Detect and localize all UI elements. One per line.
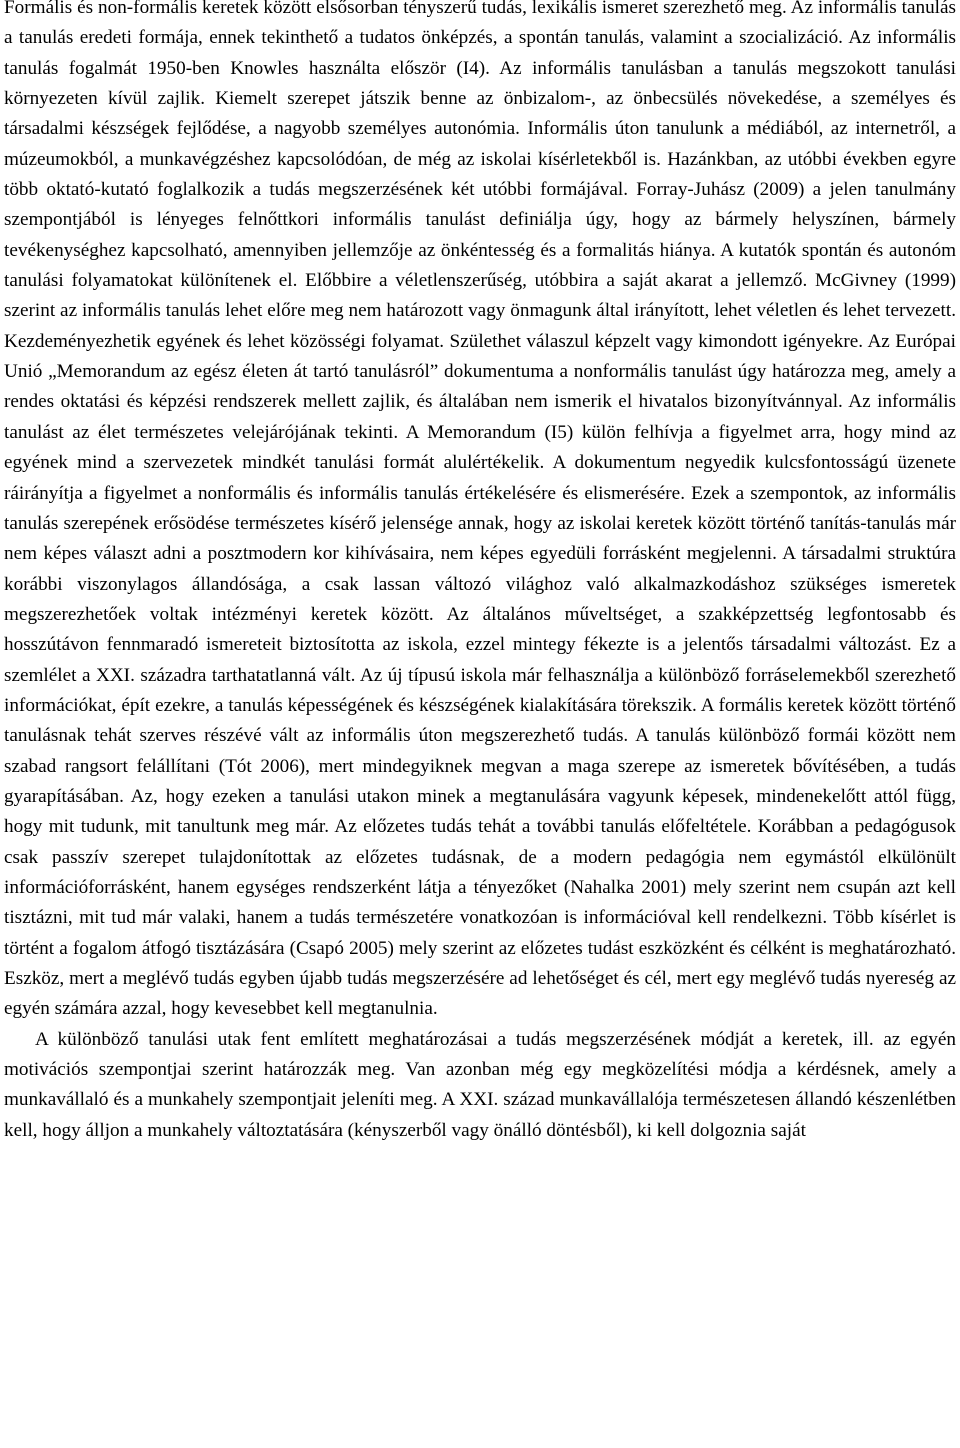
paragraph-informal-learning: Formális és non-formális keretek között elsősorban tényszerű tudás, lexikális ismeret szerezhető meg. Az informális tanulás a tanulás eredeti formája, ennek tekinthető a tudatos önképzés, a spontán tanulás, valamint a szocializáció. Az informális tanulás fogalmát 1950-ben Knowles használta először (I4). Az informális tanulásban a tanulás megszokott tanulási környezeten kívül zajlik. Kiemelt szerepet játszik benne az önbizalom-, az önbecsülés növekedése, a személyes és társadalmi készségek fejlődése, a nagyobb személyes autonómia. Informális úton tanulunk a médiából, az internetről, a múzeumokból, a munkavégzéshez kapcsolódóan, de még az iskolai kísérletekből is. Hazánkban, az utóbbi években egyre több oktató-kutató foglalkozik a tudás megszerzésének két utóbbi formájával. Forray-Juhász (2009) a jelen tanulmány szempontjából is lényeges felnőttkori informális tanulást definiálja úgy, hogy az bármely helyszínen, bármely tevékenységhez kapcsolható, amennyiben jellemzője az önkéntesség és a formalitás hiánya. A kutatók spontán és autonóm tanulási folyamatokat különítenek el. Előbbire a véletlenszerűség, utóbbira a saját akarat a jellemző. McGivney (1999) szerint az informális tanulás lehet előre meg nem határozott vagy önmagunk által irányított, lehet véletlen és lehet tervezett. Kezdeményezhetik egyének és lehet közösségi folyamat. Születhet válaszul képzelt vagy kimondott igényekre. Az Európai Unió „Memorandum az egész életen át tartó tanulásról” dokumentuma a nonformális tanulást úgy határozza meg, amely a rendes oktatási és képzési rendszerek mellett zajlik, és általában nem ismerik el hivatalos bizonyítvánnyal. Az informális tanulást az élet természetes velejárójának tekinti. A Memorandum (I5) külön felhívja a figyelmet arra, hogy mind az egyének mind a szervezetek mindkét tanulási formát alulértékelik. A dokumentum negyedik kulcsfontosságú üzenete ráirányítja a figyelmet a nonformális és informális tanulás értékelésére és elismerésére. Ezek a szempontok, az informális tanulás szerepének erősödése természetes kísérő jelensége annak, hogy az iskolai keretek között történő tanítás-tanulás már nem képes választ adni a posztmodern kor kihívásaira, nem képes egyedüli forrásként megjelenni. A társadalmi struktúra korábbi viszonylagos állandósága, a csak lassan változó világhoz való alkalmazkodáshoz szükséges ismeretek megszerezhetőek voltak intézményi keretek között. Az általános műveltséget, a szakképzettség legfontosabb és hosszútávon fennmaradó ismereteit biztosította az iskola, ezzel mintegy fékezte is a jelentős társadalmi változást. Ez a szemlélet a XXI. századra tarthatatlanná vált. Az új típusú iskola már felhasználja a különböző forráselemekből szerezhető információkat, épít ezekre, a tanulás képességének és készségének kialakítására törekszik. A formális keretek között történő tanulásnak tehát szerves részévé vált az informális úton megszerezhető tudás. A tanulás különböző formái között nem szabad rangsort felállítani (Tót 2006), mert mindegyiknek megvan a maga szerepe az ismeretek bővítésében, a tudás gyarapításában. Az, hogy ezeken a tanulási utakon minek a megtanulására vagyunk képesek, mindenekelőtt attól függ, hogy mit tudunk, mit tanultunk meg már. Az előzetes tudás tehát a további tanulás előfeltétele. Korábban a pedagógusok csak passzív szerepet tulajdonítottak az előzetes tudásnak, de a modern pedagógia nem egymástól elkülönült információforrásként, hanem egységes rendszerként látja a tényezőket (Nahalka 2001) mely szerint nem csupán azt kell tisztázni, mit tud már valaki, hanem a tudás természetére vonatkozóan is információval kell rendelkezni. Több kísérlet is történt a fogalom átfogó tisztázására (Csapó 2005) mely szerint az előzetes tudást eszközként és célként is meghatározható. Eszköz, mert a meglévő tudás egyben újabb tudás megszerzésére ad lehetőséget és cél, mert egy meglévő tudás nyereség az egyén számára azzal, hogy kevesebbet kell megtanulnia. [4, 0, 956, 1020]
document-page [4, 0, 956, 1146]
paragraph-learning-paths: A különböző tanulási utak fent említett meghatározásai a tudás megszerzésének módját a keretek, ill. az egyén motivációs szempontjai szerint határozzák meg. Van azonban még egy megközelítési módja a kérdésnek, amely a munkavállaló és a munkahely szempontjait jeleníti meg. A XXI. század munkavállalója természetesen állandó készenlétben kell, hogy álljon a munkahely változtatására (kényszerből vagy önálló döntésből), ki kell dolgoznia saját [4, 1028, 956, 1141]
